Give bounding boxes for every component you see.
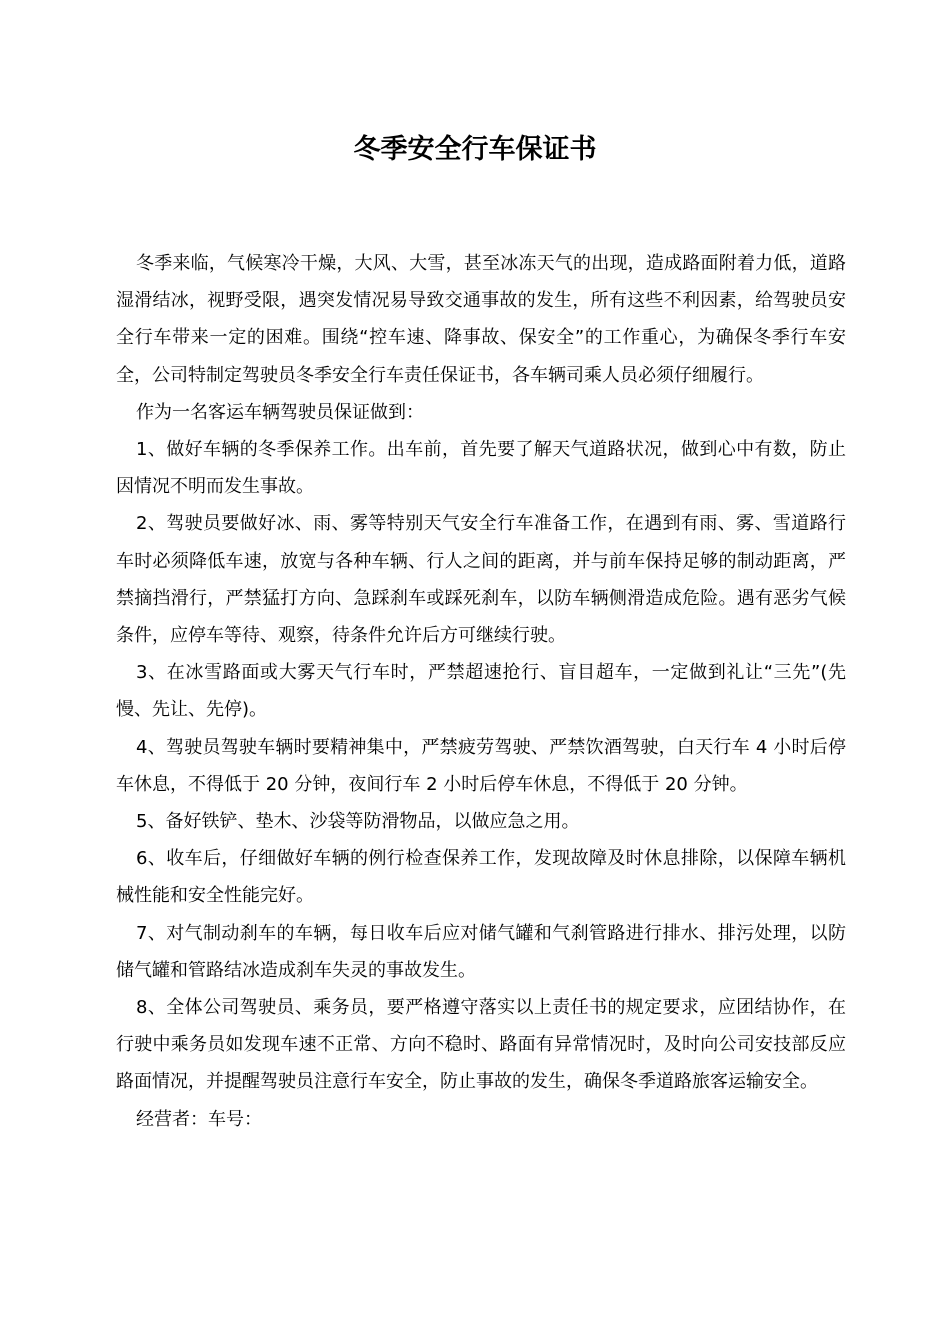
pledge-item-3: 3、在冰雪路面或大雾天气行车时，严禁超速抢行、盲目超车，一定做到礼让“三先”(先慢、先让、先停)。 [116,662,846,721]
pledge-lead-paragraph: 作为一名客运车辆驾驶员保证做到： [136,401,424,423]
document-title: 冬季安全行车保证书 [353,134,597,165]
pledge-item-5: 5、备好铁铲、垫木、沙袋等防滑物品，以做应急之用。 [136,811,580,833]
pledge-item-2: 2、驾驶员要做好冰、雨、雾等特别天气安全行车准备工作，在遇到有雨、雾、雪道路行车时必须降低车速，放宽与各种车辆、行人之间的距离，并与前车保持足够的制动距离，严禁摘挡滑行，严禁猛打方向、急踩刹车或踩死刹车，以防车辆侧滑造成危险。遇有恶劣气候条件，应停车等待、观察，待条件允许后方可继续行驶。 [116,513,846,647]
document-body [116,245,846,1138]
pledge-item-1: 1、做好车辆的冬季保养工作。出车前，首先要了解天气道路状况，做到心中有数，防止因情况不明而发生事故。 [116,439,846,498]
pledge-item-8: 8、全体公司驾驶员、乘务员，要严格遵守落实以上责任书的规定要求，应团结协作，在行驶中乘务员如发现车速不正常、方向不稳时、路面有异常情况时，及时向公司安技部反应路面情况，并提醒驾驶员注意行车安全，防止事故的发生，确保冬季道路旅客运输安全。 [116,997,846,1093]
pledge-item-4: 4、驾驶员驾驶车辆时要精神集中，严禁疲劳驾驶、严禁饮酒驾驶，白天行车 4 小时后停车休息，不得低于 20 分钟，夜间行车 2 小时后停车休息，不得低于 20 分钟。 [116,736,846,795]
intro-paragraph: 冬季来临，气候寒冷干燥，大风、大雪，甚至冰冻天气的出现，造成路面附着力低，道路湿滑结冰，视野受限，遇突发情况易导致交通事故的发生，所有这些不利因素，给驾驶员安全行车带来一定的困难。围绕“控车速、降事故、保安全”的工作重心，为确保冬季行车安全，公司特制定驾驶员冬季安全行车责任保证书，各车辆司乘人员必须仔细履行。 [116,253,846,386]
pledge-item-7: 7、对气制动刹车的车辆，每日收车后应对储气罐和气刹管路进行排水、排污处理，以防储气罐和管路结冰造成刹车失灵的事故发生。 [116,922,846,981]
pledge-item-6: 6、收车后，仔细做好车辆的例行检查保养工作，发现故障及时休息排除，以保障车辆机械性能和安全性能完好。 [116,848,846,907]
signature-line: 经营者：车号： [136,1108,262,1130]
